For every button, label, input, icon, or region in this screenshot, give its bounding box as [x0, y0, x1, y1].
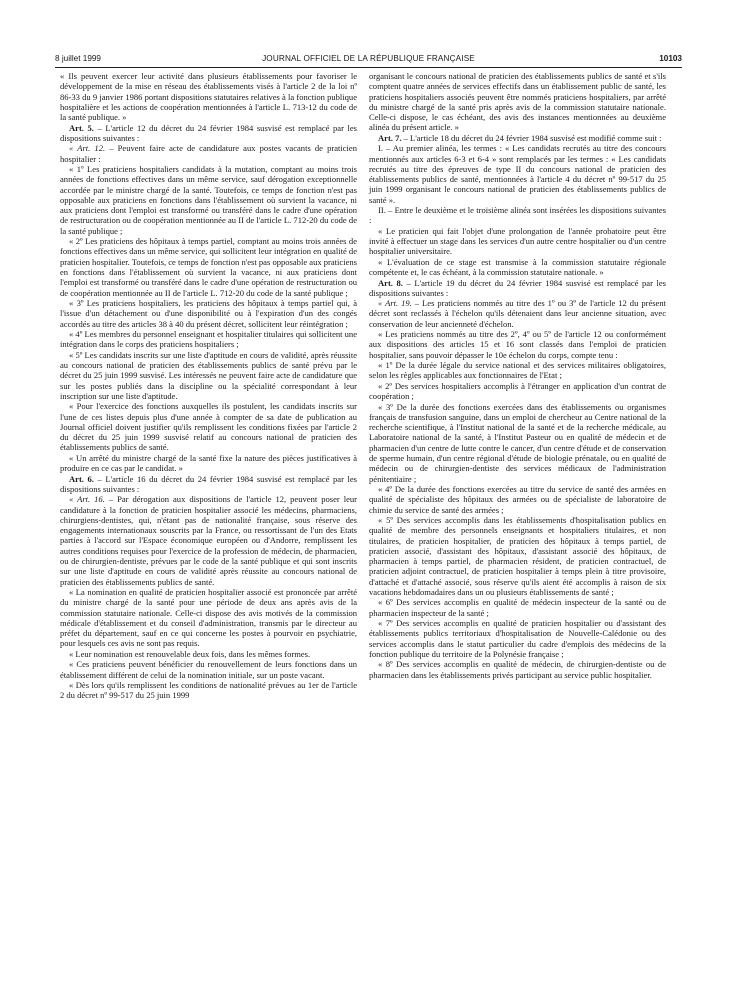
paragraph-text: – L'article 19 du décret du 24 février 1984 susvisé est remplacé par les dispositions suivantes :: [369, 277, 666, 298]
paragraph-text: « 8º Des services accomplis en qualité de médecin, de chirurgien-dentiste ou de pharmacien dans les établissements privés participant au service public hospitalier.: [369, 659, 666, 680]
text-paragraph: [60, 659, 357, 680]
text-paragraph: [60, 329, 357, 350]
paragraph-text: « 5º Des services accomplis dans les établissements d'hospitalisation publics en qualité de membre des personnels enseignants et hospitaliers titulaires, et non titulaires, de praticien hospitalier, de praticien des hôpitaux à temps partiel, de praticien associé, d'assistant des hôpitaux, d'assistant associé des hôpitaux, de pharmacien à temps partiel, de pharmacien résident, de praticien contractuel, de praticien adjoint contractuel, de praticien hospitalier à temps plein à titre provisoire, d'attaché et d'attaché associé, sous réserve qu'ils aient été accomplis à raison de six vacations hebdomadaires dans un ou plusieurs établissements de santé ;: [369, 514, 666, 598]
paragraph-text: « 4º Les membres du personnel enseignant et hospitalier titulaires qui sollicitent une intégration dans le corps des praticiens hospitaliers ;: [60, 328, 357, 350]
text-paragraph: [60, 680, 357, 701]
paragraph-text: « Ces praticiens peuvent bénéficier du renouvellement de leurs fonctions dans un établissement différent de celui de la nomination initiale, sur un poste vacant.: [60, 659, 357, 680]
paragraph-text: organisant le concours national de praticien des établissements publics de santé et s'ils comptent quatre années de services effectifs dans un établissement public de santé, les praticiens hospitaliers associés peuvent être nommés praticiens hospitaliers, par arrêté du ministre chargé de la santé pris après avis de la commission statutaire nationale. Celle-ci dispose, le cas échéant, des avis des instances mentionnées au deuxième alinéa du présent article. »: [369, 71, 666, 133]
text-paragraph: [369, 205, 666, 226]
paragraph-text: « 2º Les praticiens des hôpitaux à temps partiel, comptant au moins trois années de fonctions effectives dans un même service, qui sollicitent leur intégration en qualité de praticien hospitalier. Toutefois, ce temps de fonction n'est pas opposable aux praticiens en fonctions dans l'établissement où survient la vacance, ni aux praticiens dont l'emploi est transformé ou transféré dans le cadre d'une opération de restructuration ou de coopération mentionnée au II de l'article L. 712-20 du code de la santé publique ;: [60, 236, 357, 298]
header-rule: [55, 67, 682, 68]
text-paragraph: [369, 381, 666, 402]
text-paragraph: [369, 484, 666, 515]
text-paragraph: [369, 71, 666, 133]
paragraph-text: – Par dérogation aux dispositions de l'article 12, peuvent poser leur candidature à la fonction de praticien hospitalier associé les médecins, pharmaciens, chirurgiens-dentistes, qui, n'étant pas de nationalité française, sous réserve des engagements internationaux souscrits par la France, ou ressortissant de l'un des Etats parties à l'accord sur l'Espace économique européen ou d'Andorre, remplissent les autres conditions requises pour l'exercice de la profession de médecin, de pharmacien, ou de chirurgien-dentiste, prévues par le code de la santé publique et qui sont inscrits sur une liste d'aptitude en cours de validité après réussite au concours national de praticien des établissements publics de santé.: [60, 494, 357, 587]
text-paragraph: [60, 164, 357, 236]
header-page-number: 10103: [659, 54, 682, 63]
paragraph-text: – Peuvent faire acte de candidature aux postes vacants de praticien hospitalier :: [60, 143, 357, 164]
paragraph-text: – L'article 16 du décret du 24 février 1984 susvisé est remplacé par les dispositions suivantes :: [60, 473, 357, 494]
paragraph-text: « 3º De la durée des fonctions exercées dans des établissements ou organismes français de transfusion sanguine, dans un emploi de chercheur au Centre national de la recherche scientifique, à l'Institut national de la santé et de la recherche médicale, au Laboratoire national de la santé, à l'Institut Pasteur ou en qualité de médecin et de pharmacien d'un centre de lutte contre le cancer, d'un centre d'étude et de conservation de sperme humain, d'un centre régional d'étude de biologie prénatale, ou en qualité de médecin ou de chirurgien-dentiste des services médicaux de l'administration pénitentiaire ;: [369, 401, 666, 484]
article-label: « Art. 16.: [69, 494, 105, 505]
paragraph-text: « Le praticien qui fait l'objet d'une prolongation de l'année probatoire peut être invité à effectuer un stage dans les services d'un autre centre hospitalier ou d'un centre hospitalier universitaire.: [369, 225, 666, 257]
paragraph-text: « Dès lors qu'ils remplissent les conditions de nationalité prévues au 1er de l'article 2 du décret nº 99-517 du 25 juin 1999: [60, 679, 357, 701]
paragraph-text: « L'évaluation de ce stage est transmise à la commission statutaire régionale compétente et, le cas échéant, à la commission statutaire nationale. »: [369, 256, 666, 278]
paragraph-text: « 3º Les praticiens hospitaliers, les praticiens des hôpitaux à temps partiel qui, à l'issue d'un détachement ou d'une disponibilité ou à l'expiration d'un des congés accordés au titre des articles 38 à 40 du présent décret, sollicitent leur réintégration ;: [60, 298, 357, 329]
paragraph-text: – Les praticiens nommés au titre des 1º ou 3º de l'article 12 du présent décret sont reclassés à l'échelon qu'ils détenaient dans leur ancienne situation, avec conservation de leur ancienneté d'échelon.: [369, 298, 667, 329]
page-header: [55, 52, 682, 66]
text-paragraph: [369, 659, 666, 680]
paragraph-text: « Les praticiens nommés au titre des 2º, 4º ou 5º de l'article 12 ou conformément aux dispositions des articles 15 et 16 sont classés dans l'emploi de praticien hospitalier, sans pouvoir dépasser le 10e échelon du corps, compte tenu :: [369, 329, 666, 360]
paragraph-text: « Un arrêté du ministre chargé de la santé fixe la nature des pièces justificatives à produire en ce cas par le candidat. »: [60, 452, 357, 474]
text-paragraph: [369, 226, 666, 257]
text-paragraph: [60, 350, 357, 401]
text-paragraph: [369, 597, 666, 618]
article-paragraph: [369, 298, 666, 329]
header-date: 8 juillet 1999: [55, 54, 101, 63]
paragraph-text: – L'article 18 du décret du 24 février 1984 susvisé est modifié comme suit :: [401, 132, 662, 143]
text-paragraph: [369, 329, 666, 360]
paragraph-text: « Pour l'exercice des fonctions auxquelles ils postulent, les candidats inscrits sur l'une de ces listes depuis plus d'une année à compter de sa date de publication au Journal officiel doivent justifier qu'ils remplissent les conditions fixées par l'article 2 du décret du 25 juin 1999 susvisé relatif au concours national de praticien des établissements publics de santé.: [60, 401, 357, 453]
text-paragraph: [369, 360, 666, 381]
paragraph-text: « 1º Les praticiens hospitaliers candidats à la mutation, comptant au moins trois années de fonctions effectives dans un même service, sauf dérogation exceptionnelle accordée par le ministre chargé de la santé. Toutefois, ce temps de fonction n'est pas opposable aux praticiens en fonctions dans l'établissement où survient la vacance, ni aux praticiens dont l'emploi est transformé ou transféré dans le cadre d'une opération de restructuration ou de coopération mentionnée au II de l'article L. 712-20 du code de la santé publique ;: [60, 163, 357, 236]
article-paragraph: [60, 123, 357, 144]
article-paragraph: [369, 133, 666, 143]
article-paragraph: [60, 143, 357, 164]
article-label: Art. 6.: [69, 473, 94, 484]
article-paragraph: [60, 494, 357, 587]
paragraph-text: « 1º De la durée légale du service national et des services militaires obligatoires, selon les règles applicables aux fonctionnaires de l'Etat ;: [369, 360, 666, 381]
text-paragraph: [60, 587, 357, 649]
text-paragraph: [60, 298, 357, 329]
paragraph-text: II. – Entre le deuxième et le troisième alinéa sont insérées les dispositions suivantes :: [369, 205, 666, 226]
text-paragraph: [369, 402, 666, 484]
right-column: [369, 71, 666, 680]
text-paragraph: [369, 143, 666, 205]
paragraph-text: « 6º Des services accomplis en qualité de médecin inspecteur de la santé ou de pharmacien inspecteur de la santé ;: [369, 597, 666, 618]
article-label: Art. 5.: [69, 122, 94, 133]
article-paragraph: [60, 474, 357, 495]
text-paragraph: [369, 618, 666, 659]
paragraph-text: « Leur nomination est renouvelable deux fois, dans les mêmes formes.: [69, 648, 311, 659]
article-label: « Art. 19.: [378, 298, 412, 309]
text-paragraph: [60, 453, 357, 474]
text-paragraph: [369, 515, 666, 597]
article-label: Art. 7.: [378, 132, 402, 143]
text-paragraph: [369, 257, 666, 278]
paragraph-text: I. – Au premier alinéa, les termes : « Les candidats recrutés au titre des concours mentionnés aux articles 6-3 et 6-4 » sont remplacés par les termes : « Les candidats recrutés au titre des épreuves de type II du concours national de praticien des établissements publics de santé, mentionnées à l'article 4 du décret nº 99-517 du 25 juin 1999 organisant le concours national de praticien des établissements publics de santé ».: [369, 143, 666, 205]
paragraph-text: « 7º Des services accomplis en qualité de praticien hospitalier ou d'assistant des établissements publics territoriaux d'hospitalisation de Nouvelle-Calédonie ou des services accomplis dans le statut particulier du cadre d'emplois des médecins de la fonction publique du territoire de la Polynésie française ;: [369, 618, 666, 660]
paragraph-text: « La nomination en qualité de praticien hospitalier associé est prononcée par arrêté du ministre chargé de la santé pour une période de deux ans après avis de la commission statutaire nationale. Celle-ci dispose des avis motivés de la commission médicale d'établissement et du conseil d'administration, transmis par le directeur au préfet du département, sauf en ce qui concerne les postes à pourvoir en psychiatrie, pour lesquels ces avis ne sont pas requis.: [60, 586, 357, 649]
paragraph-text: « 2º Des services hospitaliers accomplis à l'étranger en application d'un contrat de coopération ;: [369, 380, 666, 402]
text-paragraph: [60, 71, 357, 122]
paragraph-text: « 4º De la durée des fonctions exercées au titre du service de santé des armées en qualité de spécialiste des hôpitaux des armées ou de spécialiste de laboratoire de chimie du service de santé des armées ;: [369, 484, 666, 515]
article-label: Art. 8.: [378, 277, 403, 288]
text-paragraph: [60, 401, 357, 452]
paragraph-text: « 5º Les candidats inscrits sur une liste d'aptitude en cours de validité, après réussite au concours national de praticien des établissements publics de santé prévu par le décret du 25 juin 1999 susvisé. Les intéressés ne peuvent faire acte de candidature que sur les postes publiés dans la discipline ou la spécialité correspondant à leur inscription sur une liste d'aptitude.: [60, 349, 357, 401]
text-paragraph: [60, 236, 357, 298]
article-label: « Art. 12.: [69, 143, 106, 154]
paragraph-text: – L'article 12 du décret du 24 février 1984 susvisé est remplacé par les dispositions suivantes :: [60, 122, 357, 143]
article-paragraph: [369, 278, 666, 299]
left-column: [60, 71, 357, 701]
header-journal-title: JOURNAL OFFICIEL DE LA RÉPUBLIQUE FRANÇAISE: [262, 54, 475, 63]
paragraph-text: « Ils peuvent exercer leur activité dans plusieurs établissements pour favoriser le développement de la mise en réseau des établissements visés à l'article 2 de la loi nº 86-33 du 9 janvier 1986 portant dispositions statutaires relatives à la fonction publique hospitalière et les actions de coopération mentionnées à l'article L. 713-12 du code de la santé publique. »: [60, 71, 357, 123]
text-paragraph: [60, 649, 357, 659]
